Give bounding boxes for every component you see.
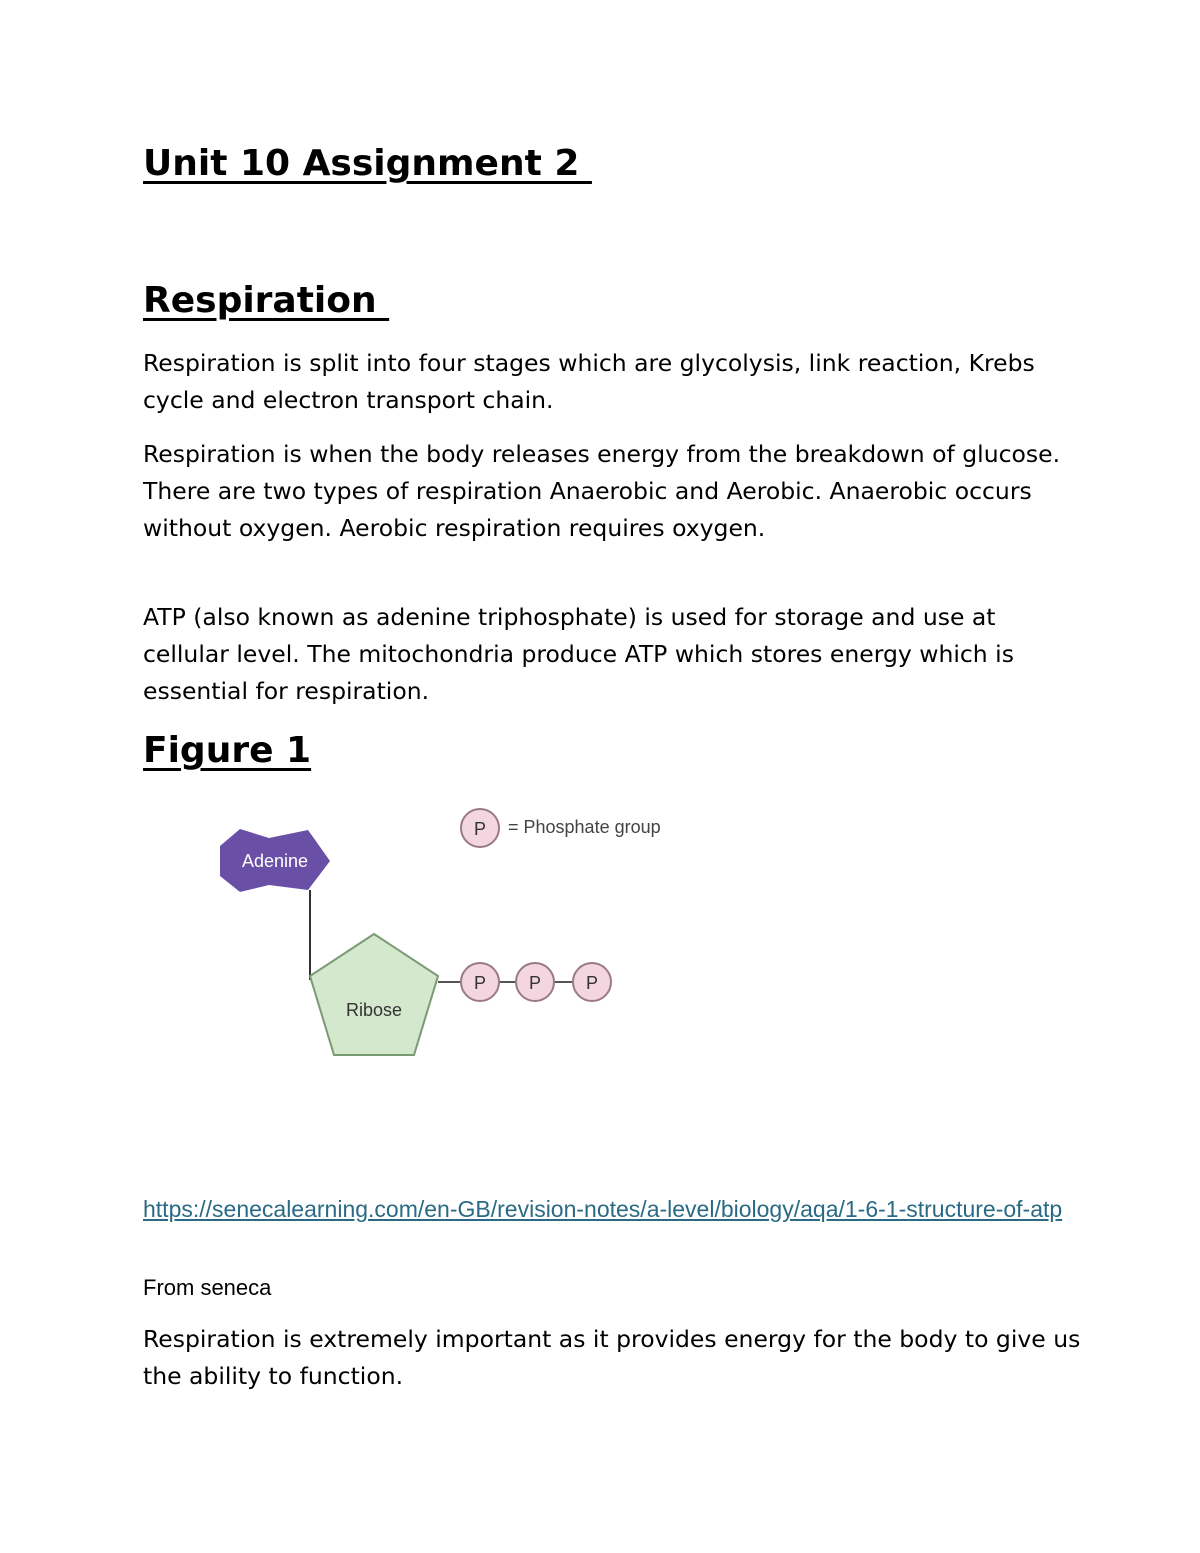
phosphate-1-label: P <box>473 973 487 993</box>
paragraph-atp: ATP (also known as adenine triphosphate) is used for storage and use at cellular level. The mitochondria produce ATP which stores energy which is essential for respiration. <box>143 603 1014 705</box>
adenine-label: Adenine <box>241 851 309 871</box>
phosphate-1 <box>461 963 499 1001</box>
figure-heading: Figure 1 <box>143 730 312 771</box>
paragraph-importance: Respiration is extremely important as it provides energy for the body to give us the ability to function. <box>143 1325 1081 1390</box>
document-title: Unit 10 Assignment 2 <box>143 143 592 184</box>
phosphate-3-label: P <box>585 973 599 993</box>
phosphate-2-label: P <box>528 973 542 993</box>
atp-structure-figure <box>200 800 720 1080</box>
legend-phosphate-label: P <box>473 819 487 839</box>
section-heading-respiration: Respiration <box>143 280 390 321</box>
ribose-pentagon <box>310 934 438 1055</box>
legend-text: = Phosphate group <box>508 817 661 837</box>
phosphate-3 <box>573 963 611 1001</box>
source-caption: From seneca <box>143 1275 272 1300</box>
ribose-label: Ribose <box>345 1000 403 1020</box>
paragraph-stages: Respiration is split into four stages which are glycolysis, link reaction, Krebs cycle and electron transport chain. <box>143 349 1035 414</box>
source-link[interactable]: https://senecalearning.com/en-GB/revision-notes/a-level/biology/aqa/1-6-1-structure-of-atp <box>143 1196 1063 1222</box>
phosphate-2 <box>516 963 554 1001</box>
phosphate-legend <box>461 809 661 847</box>
paragraph-definition: Respiration is when the body releases energy from the breakdown of glucose. There are two types of respiration Anaerobic and Aerobic. Anaerobic occurs without oxygen. Aerobic respiration requires oxygen. <box>143 440 1061 542</box>
